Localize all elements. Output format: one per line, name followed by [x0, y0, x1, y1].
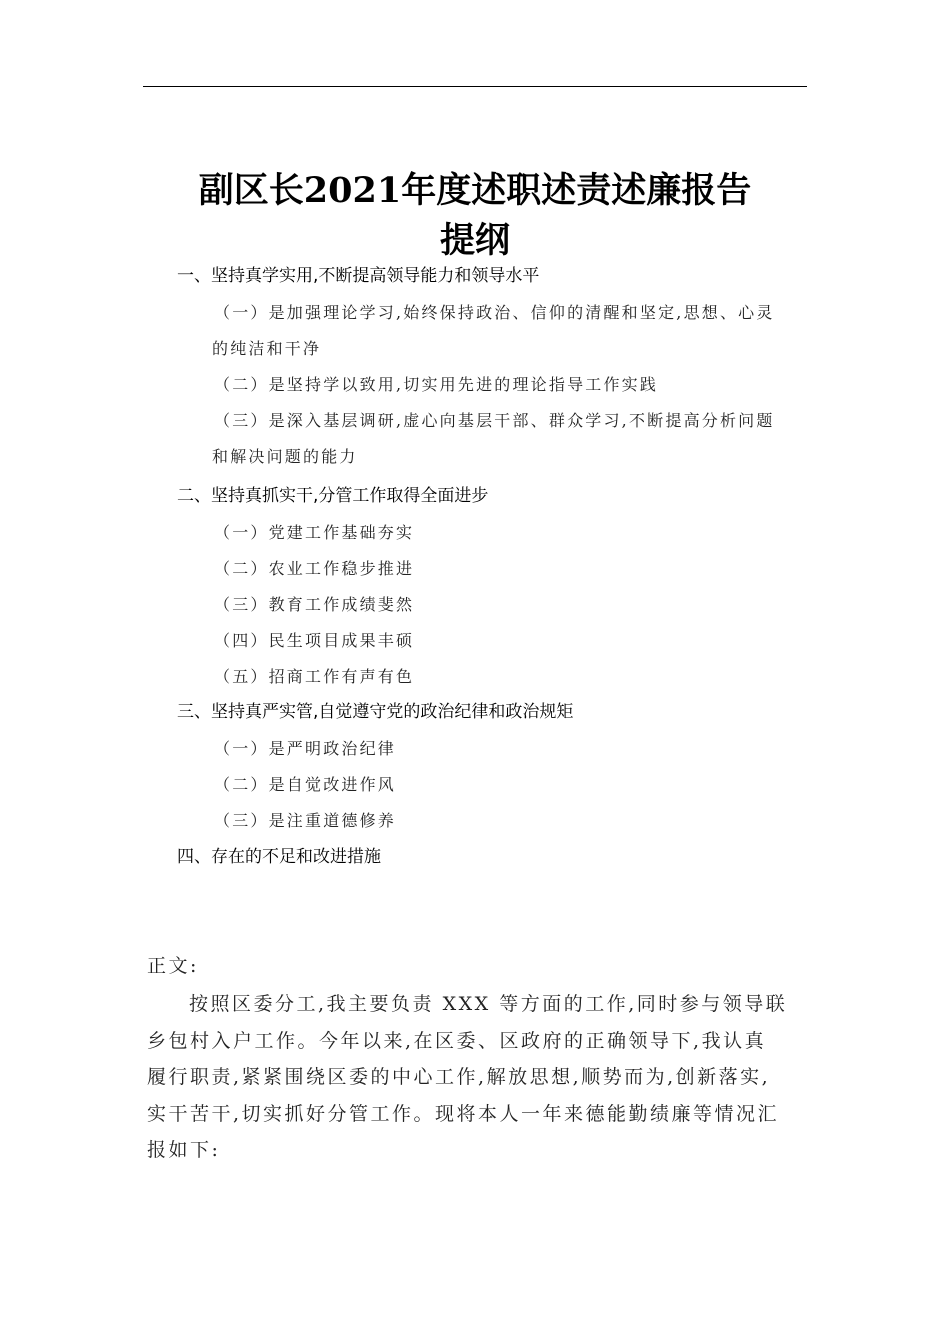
outline-heading-2: 二、坚持真抓实干,分管工作取得全面进步 — [177, 486, 489, 506]
body-paragraph-line: 按照区委分工,我主要负责 XXX 等方面的工作,同时参与领导联 — [189, 993, 788, 1015]
outline-item-line: （三）是深入基层调研,虚心向基层干部、群众学习,不断提高分析问题 — [214, 411, 775, 430]
outline-heading-4: 四、存在的不足和改进措施 — [177, 847, 381, 867]
document-title-line2: 提纲 — [439, 220, 510, 261]
outline-item-2-3: （三）教育工作成绩斐然 — [214, 595, 415, 614]
header-rule — [143, 86, 807, 87]
outline-item-1-1 — [212, 302, 812, 374]
outline-item-1-2: （二）是坚持学以致用,切实用先进的理论指导工作实践 — [214, 375, 659, 394]
body-label: 正文: — [147, 955, 199, 977]
outline-item-2-4: （四）民生项目成果丰硕 — [214, 631, 415, 650]
outline-item-1-3 — [212, 410, 812, 482]
outline-item-line: （一）是加强理论学习,始终保持政治、信仰的清醒和坚定,思想、心灵 — [214, 303, 775, 322]
outline-item-3-1: （一）是严明政治纪律 — [214, 739, 397, 758]
outline-item-2-1: （一）党建工作基础夯实 — [214, 523, 415, 542]
body-paragraph-line: 报如下: — [147, 1139, 221, 1161]
outline-heading-3: 三、坚持真严实管,自觉遵守党的政治纪律和政治规矩 — [177, 702, 574, 722]
outline-item-2-5: （五）招商工作有声有色 — [214, 667, 415, 686]
outline-item-3-3: （三）是注重道德修养 — [214, 811, 397, 830]
body-paragraph-line: 乡包村入户工作。今年以来,在区委、区政府的正确领导下,我认真 — [147, 1029, 767, 1052]
body-paragraph-line: 实干苦干,切实抓好分管工作。现将本人一年来德能勤绩廉等情况汇 — [147, 1102, 780, 1125]
outline-item-2-2: （二）农业工作稳步推进 — [214, 559, 415, 578]
body-paragraph — [147, 990, 817, 1173]
outline-heading-1: 一、坚持真学实用,不断提高领导能力和领导水平 — [177, 266, 540, 286]
body-paragraph-line: 履行职责,紧紧围绕区委的中心工作,解放思想,顺势而为,创新落实, — [147, 1066, 771, 1088]
outline-item-3-2: （二）是自觉改进作风 — [214, 775, 397, 794]
outline-item-line: 的纯洁和干净 — [212, 339, 322, 358]
document-title-line1: 副区长2021年度述职述责述廉报告 — [198, 170, 752, 211]
outline-item-line: 和解决问题的能力 — [212, 447, 358, 466]
